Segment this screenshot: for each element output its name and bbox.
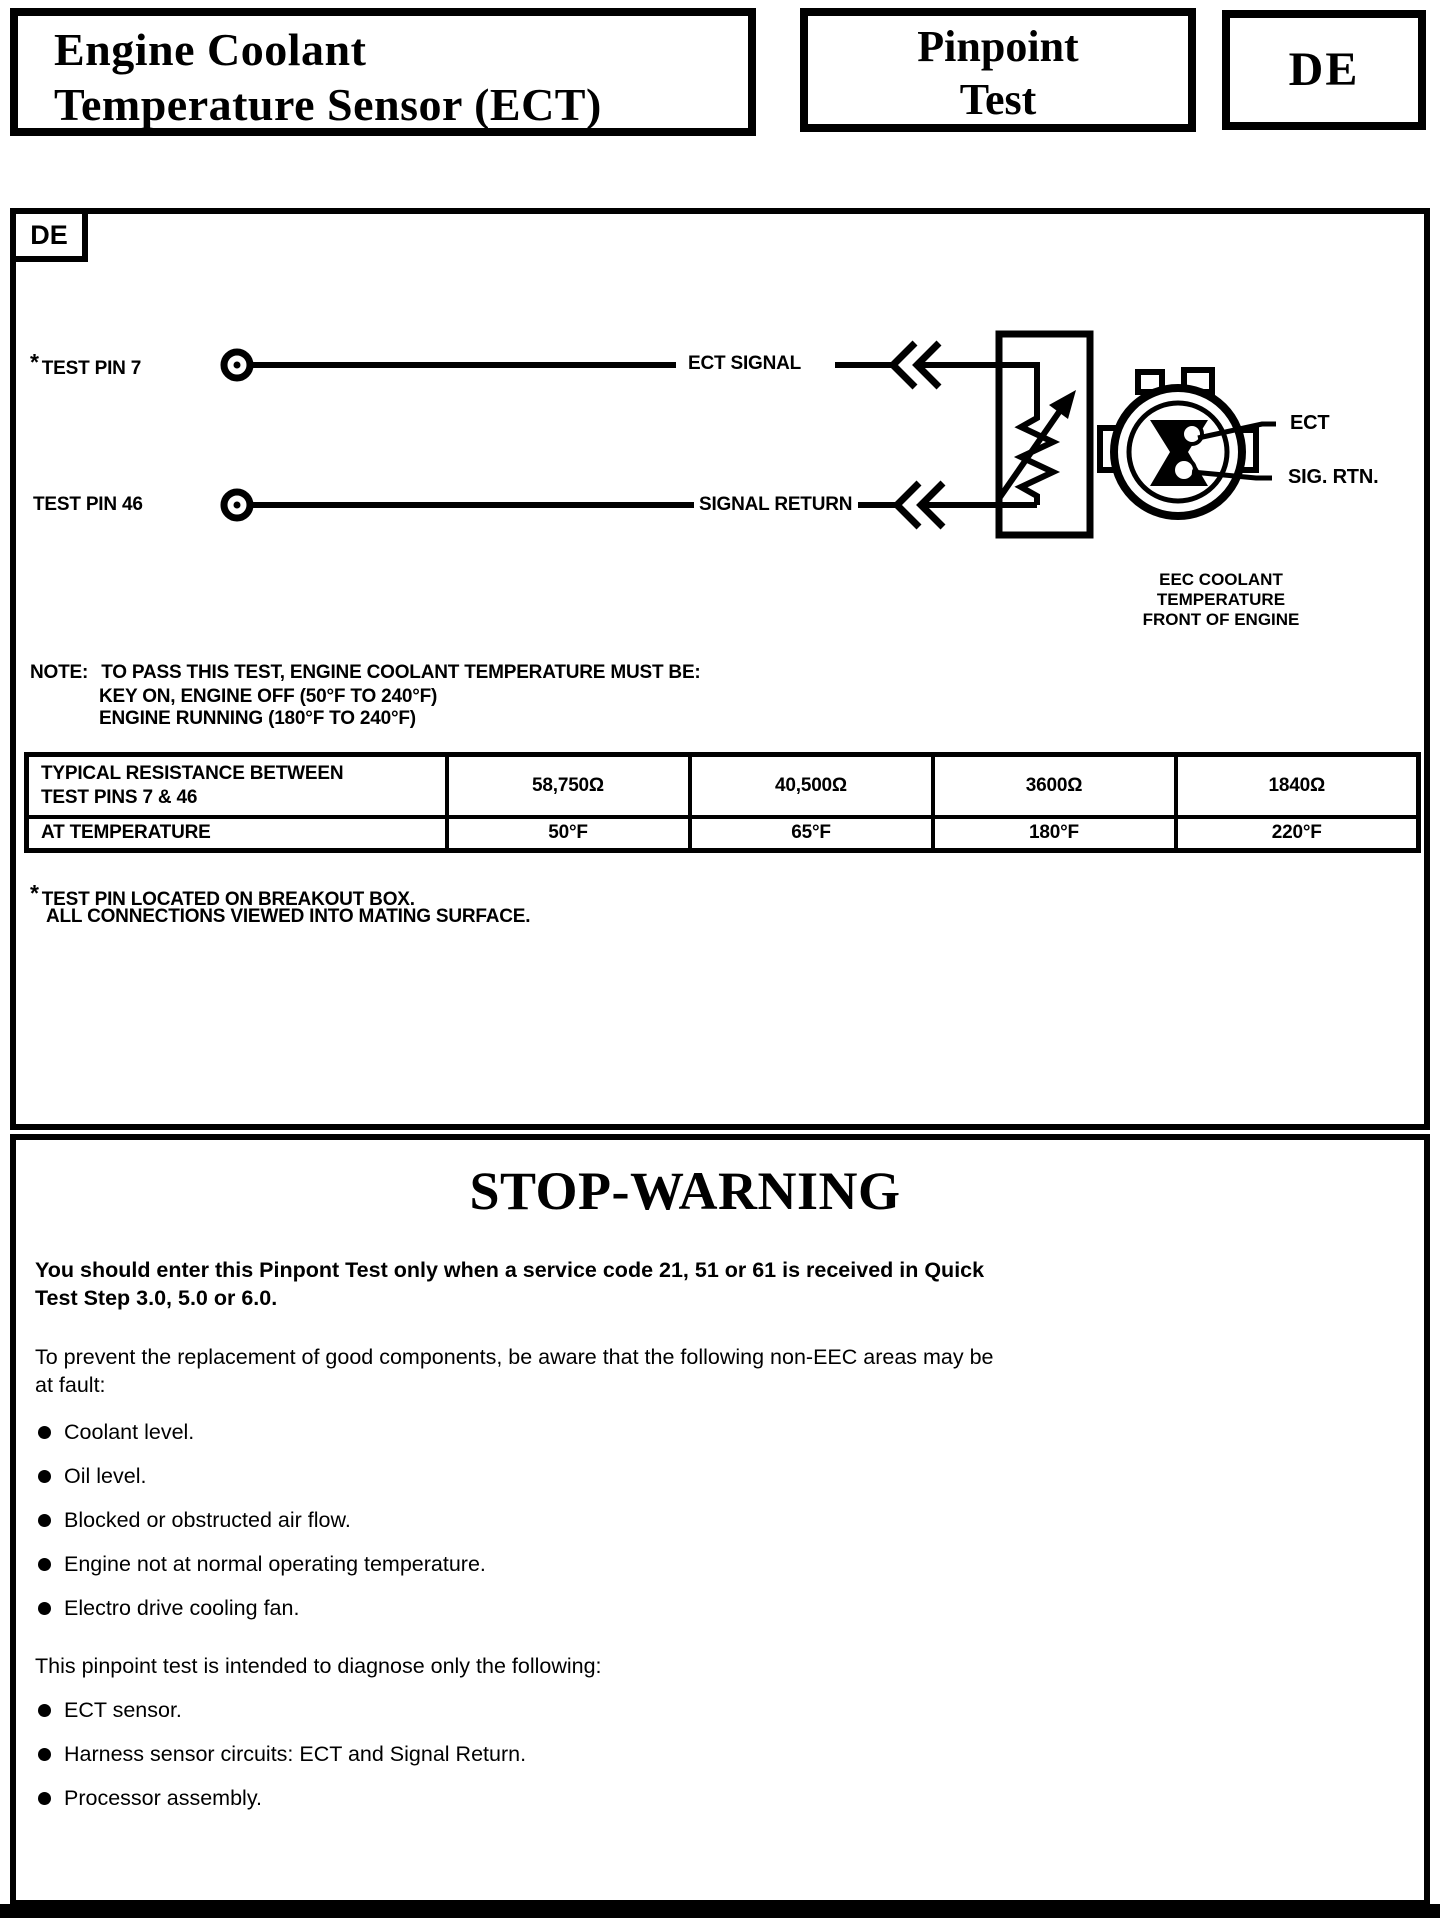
resistance-cell: 3600Ω — [933, 755, 1176, 817]
table-row-temperature — [27, 817, 1419, 851]
temperature-cell: 220°F — [1176, 817, 1419, 851]
temperature-cell: 65°F — [690, 817, 933, 851]
connector-ect-label: ECT — [1290, 412, 1330, 434]
note-prefix: NOTE: — [30, 662, 89, 683]
pinpoint-test-box — [800, 8, 1196, 132]
non-eec-fault-list — [38, 1418, 486, 1638]
title-box — [10, 8, 756, 136]
footnote-line-2: ALL CONNECTIONS VIEWED INTO MATING SURFACE. — [46, 906, 531, 927]
bullet-icon — [38, 1792, 51, 1805]
ect-signal-label: ECT SIGNAL — [688, 353, 802, 374]
resistance-cell: 1840Ω — [1176, 755, 1419, 817]
list-item: Harness sensor circuits: ECT and Signal Return. — [38, 1740, 526, 1768]
connector-sig-rtn-label: SIG. RTN. — [1288, 466, 1379, 488]
list-item: Blocked or obstructed air flow. — [38, 1506, 486, 1534]
list-item: ECT sensor. — [38, 1696, 526, 1724]
bullet-icon — [38, 1602, 51, 1615]
test-pin-46-label: TEST PIN 46 — [33, 494, 143, 515]
warning-intro: You should enter this Pinpont Test only when a service code 21, 51 or 61 is received in Quick Test Step 3.0, 5.0 or 6.0. — [35, 1258, 985, 1310]
note-line-3: ENGINE RUNNING (180°F TO 240°F) — [99, 708, 416, 729]
row-label-resistance: TYPICAL RESISTANCE BETWEEN TEST PINS 7 & 46 — [27, 755, 447, 817]
bullet-icon — [38, 1514, 51, 1527]
warning-title: STOP-WARNING — [469, 1161, 901, 1221]
temperature-cell: 50°F — [447, 817, 690, 851]
title-line-1: Engine Coolant — [54, 24, 367, 75]
row-label-temperature: AT TEMPERATURE — [27, 817, 447, 851]
list-item: Processor assembly. — [38, 1784, 526, 1812]
test-pin-7-label: * TEST PIN 7 — [30, 349, 142, 379]
footnote-line-1: * TEST PIN LOCATED ON BREAKOUT BOX. — [30, 880, 415, 910]
list-item: Engine not at normal operating temperature. — [38, 1550, 486, 1578]
list-item: Oil level. — [38, 1462, 486, 1490]
bullet-icon — [38, 1704, 51, 1717]
sensor-location-caption: EEC COOLANT TEMPERATURE FRONT OF ENGINE — [1142, 570, 1300, 629]
footnote-asterisk: * — [30, 880, 39, 906]
test-code: DE — [1288, 43, 1360, 96]
bullet-icon — [38, 1748, 51, 1761]
test-code-box — [1222, 10, 1426, 130]
note-line-2: KEY ON, ENGINE OFF (50°F TO 240°F) — [99, 686, 438, 707]
pinpoint-line-2: Test — [959, 75, 1037, 124]
bullet-icon — [38, 1558, 51, 1571]
resistance-cell: 58,750Ω — [447, 755, 690, 817]
title-line-2: Temperature Sensor (ECT) — [54, 79, 602, 130]
table-row-resistance — [27, 755, 1419, 817]
warning-para-3: This pinpoint test is intended to diagnose only the following: — [35, 1654, 602, 1678]
list-item: Electro drive cooling fan. — [38, 1594, 486, 1622]
breakout-asterisk: * — [30, 349, 39, 375]
note-line-1: NOTE: TO PASS THIS TEST, ENGINE COOLANT TEMPERATURE MUST BE: — [30, 662, 701, 683]
diagnosis-scope-list — [38, 1696, 526, 1828]
temperature-cell: 180°F — [933, 817, 1176, 851]
resistance-table — [24, 752, 1421, 853]
signal-return-label: SIGNAL RETURN — [699, 494, 853, 515]
diagram-corner-code: DE — [10, 208, 88, 262]
list-item: Coolant level. — [38, 1418, 486, 1446]
resistance-cell: 40,500Ω — [690, 755, 933, 817]
bullet-icon — [38, 1426, 51, 1439]
pinpoint-line-1: Pinpoint — [917, 22, 1079, 71]
page-bottom-rule — [0, 1904, 1440, 1918]
warning-para-2: To prevent the replacement of good components, be aware that the following non-EEC areas may be at fault: — [35, 1345, 994, 1397]
bullet-icon — [38, 1470, 51, 1483]
